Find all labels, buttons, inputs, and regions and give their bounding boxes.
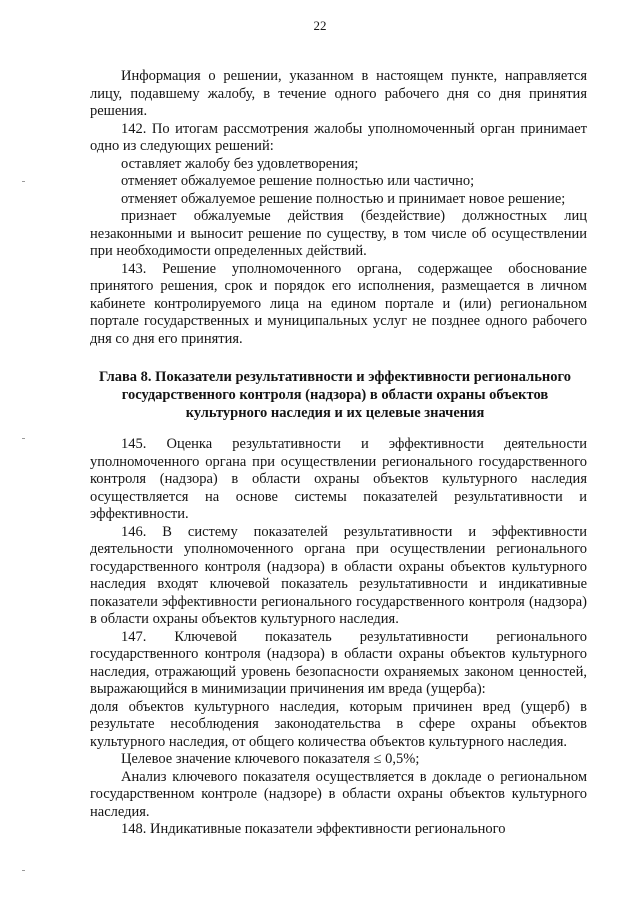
paragraph: Информация о решении, указанном в настоящем пункте, направляется лицу, подавшему жалобу, в течение одного рабочего дня со дня принятия решения.: [90, 68, 587, 119]
chapter-heading-line-3: культурного наследия и их целевые значения: [185, 405, 485, 421]
paragraph: отменяет обжалуемое решение полностью и принимает новое решение;: [121, 190, 566, 207]
paragraph: оставляет жалобу без удовлетворения;: [121, 155, 359, 172]
paragraph: 148. Индикативные показатели эффективности регионального: [121, 821, 506, 837]
chapter-heading-line-2: государственного контроля (надзора) в области охраны объектов: [121, 387, 549, 403]
margin-scan-mark: [22, 870, 25, 871]
bottom-text-block: [90, 436, 587, 839]
margin-scan-mark: [22, 438, 25, 439]
paragraph: Анализ ключевого показателя осуществляется в докладе о региональном государственном контроле (надзоре) в области охраны объектов культурного наследия.: [90, 768, 587, 820]
paragraph: отменяет обжалуемое решение полностью или частично;: [121, 173, 475, 189]
paragraph: доля объектов культурного наследия, которым причинен вред (ущерб) в результате несоблюдения законодательства в сфере охраны объектов культурного наследия, от общего количества объектов культурного наследия.: [90, 698, 587, 750]
paragraph: 147. Ключевой показатель результативности регионального государственного контроля (надзора) в области охраны объектов культурного наследия, отражающий уровень безопасности охраняемых законом ценностей, выражающийся в минимизации причинения им вреда (ущерба):: [90, 628, 587, 697]
paragraph: 145. Оценка результативности и эффективности деятельности уполномоченного органа при осуществлении регионального государственного контроля (надзора) в области охраны объектов культурного наследия осуществляется на основе системы показателей результативности и эффективности.: [90, 436, 587, 522]
chapter-heading: [80, 368, 590, 422]
margin-scan-mark: [22, 181, 25, 182]
chapter-heading-line-1: Глава 8. Показатели результативности и эффективности регионального: [98, 369, 572, 385]
paragraph: 143. Решение уполномоченного органа, содержащее обоснование принятого решения, срок и порядок его исполнения, размещается в личном кабинете контролируемого лица на едином портале и (или) региональном портале государственных и муниципальных услуг не позднее одного рабочего дня со дня его принятия.: [90, 260, 587, 347]
page-number: 22: [313, 18, 327, 33]
paragraph: 146. В систему показателей результативности и эффективности деятельности уполномоченного органа при осуществлении регионального государственного контроля (надзора) в области охраны объектов культурного наследия входят ключевой показатель результативности и индикативные показатели эффективности регионального государственного контроля (надзора) в области охраны объектов культурного наследия.: [90, 523, 587, 627]
paragraph: признает обжалуемые действия (бездействие) должностных лиц незаконными и выносит решение по существу, в том числе об осуществлении при необходимости определенных действий.: [90, 208, 587, 259]
paragraph: 142. По итогам рассмотрения жалобы уполномоченный орган принимает одно из следующих решений:: [90, 120, 587, 154]
top-text-block: [90, 68, 587, 348]
paragraph: Целевое значение ключевого показателя ≤ 0,5%;: [121, 751, 420, 767]
